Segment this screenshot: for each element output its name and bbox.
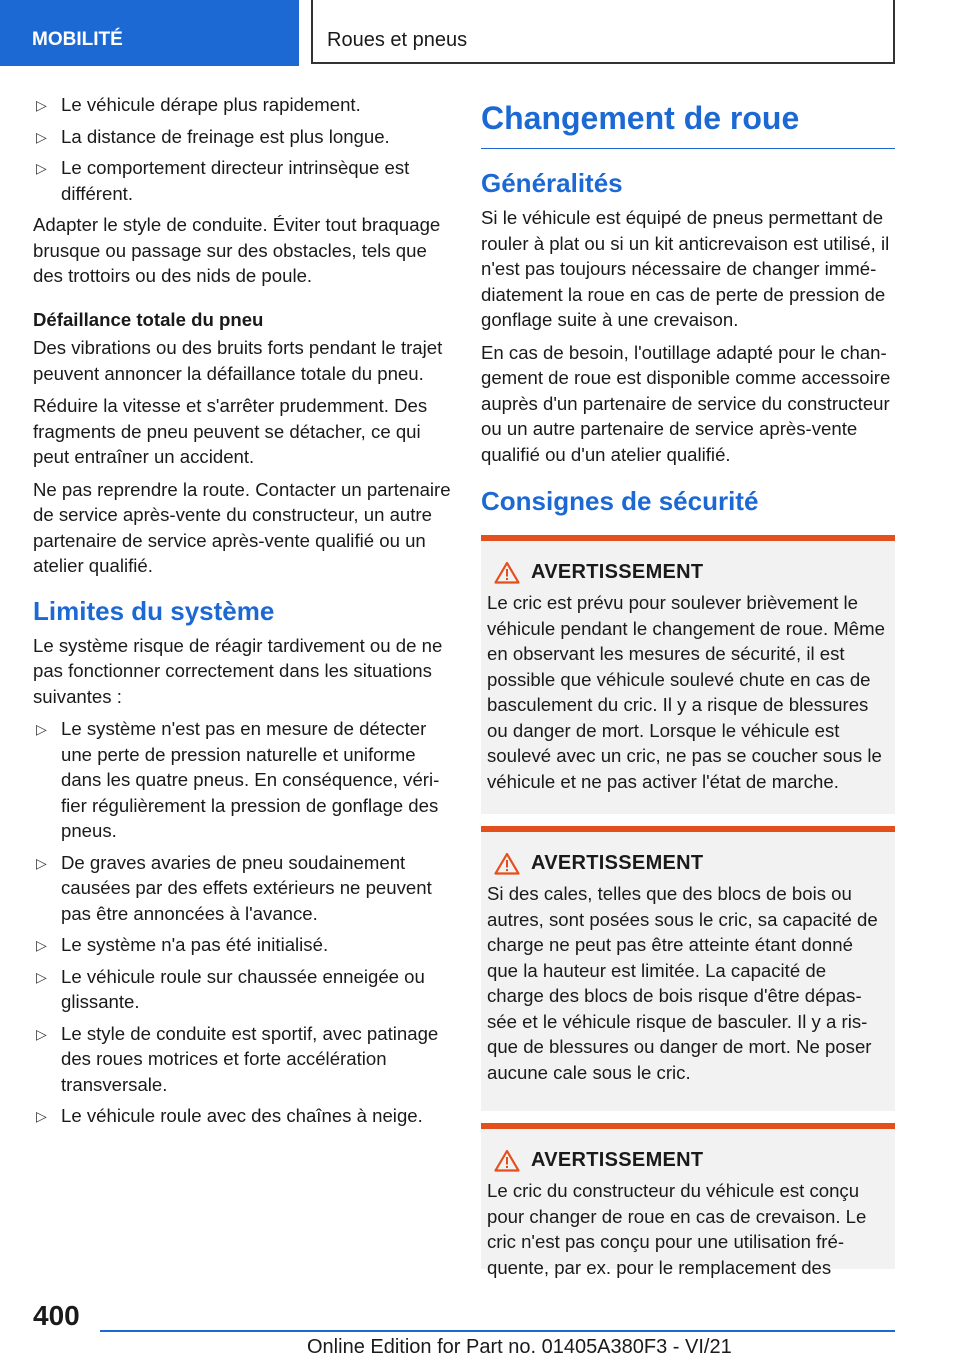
triangle-bullet-icon: ▷: [36, 937, 47, 953]
warning-triangle-icon: [487, 561, 527, 584]
subheading: Défaillance totale du pneu: [33, 308, 264, 330]
warning-title: AVERTISSEMENT: [531, 561, 704, 583]
warning-triangle-icon: [487, 852, 527, 875]
left-column: [33, 92, 453, 1135]
chapter-title: Changement de roue: [481, 100, 895, 149]
paragraph: Réduire la vitesse et s'arrêter prudemment. Des fragments de pneu peuvent se détacher, ce qui peut entraîner un accident.: [33, 395, 428, 467]
triangle-bullet-icon: ▷: [36, 160, 47, 176]
paragraph: Adapter le style de conduite. Éviter tout braquage brusque ou passage sur des obstacles, tels que des trottoirs ou des nids de poule.: [33, 214, 441, 286]
triangle-bullet-icon: ▷: [36, 1108, 47, 1124]
warning-box: [481, 535, 895, 814]
list-item: ▷ Le véhicule dérape plus rapidement.: [33, 92, 453, 118]
warning-box: [481, 826, 895, 1111]
right-column: [481, 92, 895, 1281]
list-item: ▷ De graves avaries de pneu soudainement causées par des effets extérieurs ne peuvent pas être annoncées à l'avance.: [36, 851, 432, 924]
triangle-bullet-icon: ▷: [36, 968, 47, 985]
triangle-bullet-icon: ▷: [36, 97, 47, 113]
list-item: ▷ La distance de freinage est plus longue.: [33, 124, 453, 150]
chapter-tab: Roues et pneus: [311, 0, 895, 64]
page-header: [0, 0, 960, 66]
limitations-list: [33, 716, 453, 1129]
warning-title: AVERTISSEMENT: [531, 852, 704, 874]
paragraph: Des vibrations ou des bruits forts pendant le trajet peuvent annoncer la défaillance totale du pneu.: [33, 337, 443, 384]
warning-title: AVERTISSEMENT: [531, 1149, 704, 1171]
list-item: ▷ Le véhicule roule avec des chaînes à neige.: [33, 1103, 453, 1129]
warning-text: Si des cales, telles que des blocs de bois ou autres, sont posées sous le cric, sa capacité de charge ne peut pas être atteinte étant donné que la hauteur est limitée. La capacité de charge des blocs de bois risque d'être dépassée et le véhicule risque de basculer. Il y a risque de blessures ou danger de mort. Ne poser aucune cale sous le cric.: [487, 883, 878, 1083]
list-item: ▷ Le véhicule roule sur chaussée enneigée ou glissante.: [36, 965, 425, 1012]
triangle-bullet-icon: ▷: [36, 128, 47, 145]
paragraph: Ne pas reprendre la route. Contacter un partenaire de service après-vente du constructeur, un autre partenaire de service après-vente qualifié ou un atelier qualifié.: [33, 478, 451, 576]
warning-triangle-icon: [487, 1149, 527, 1172]
section-heading: Consignes de sécurité: [481, 486, 759, 516]
triangle-bullet-icon: ▷: [36, 854, 47, 871]
paragraph: En cas de besoin, l'outillage adapté pour le changement de roue est disponible comme accessoire auprès d'un partenaire de service du constructeur ou un autre partenaire de service après-vente qualifié ou d'un atelier qualifié.: [481, 341, 891, 465]
paragraph: Si le véhicule est équipé de pneus permettant de rouler à plat ou si un kit anticrevaison est utilisé, il n'est pas toujours nécessaire de changer immédiatement la roue en cas de perte de pression de gonflage suite à une crevaison.: [481, 207, 890, 330]
list-item: ▷ Le comportement directeur intrinsèque est différent.: [36, 157, 410, 204]
footer-divider: [100, 1330, 895, 1332]
page-number: 400: [33, 1300, 80, 1331]
section-tab: MOBILITÉ: [0, 0, 299, 66]
effects-list: [33, 92, 453, 206]
warning-box: [481, 1123, 895, 1278]
list-item: ▷ Le style de conduite est sportif, avec patinage des roues motrices et forte accélération transversale.: [36, 1022, 439, 1095]
list-item: ▷ Le système n'a pas été initialisé.: [33, 932, 453, 958]
section-heading: Généralités: [481, 168, 623, 198]
section-heading: Limites du système: [33, 595, 275, 626]
warning-text: Le cric du constructeur du véhicule est conçu pour changer de roue en cas de crevaison. Le cric n'est pas conçu pour une utilisation fréquente, par ex. pour le remplacement des: [487, 1180, 867, 1278]
triangle-bullet-icon: ▷: [36, 721, 47, 737]
warning-text: Le cric est prévu pour soulever brièvement le véhicule pendant le changement de roue. Même en observant les mesures de sécurité, il est possible que véhicule soulevé chute en cas de basculement du cric. Il y a risque de blessures ou danger de mort. Lorsque le véhicule est soulevé avec un cric, ne pas se coucher sous le véhicule et ne pas activer l'état de marche.: [487, 592, 885, 792]
footer-edition: Online Edition for Part no. 01405A380F3 - VI/21: [307, 1336, 732, 1358]
list-item: ▷ Le système n'est pas en mesure de détecter une perte de pression naturelle et uniforme dans les quatre pneus. En conséquence, vérifier régulièrement la pression de gonflage des pneus.: [36, 718, 440, 841]
triangle-bullet-icon: ▷: [36, 1025, 47, 1042]
paragraph: Le système risque de réagir tardivement ou de ne pas fonctionner correctement dans les situations suivantes :: [33, 634, 443, 707]
